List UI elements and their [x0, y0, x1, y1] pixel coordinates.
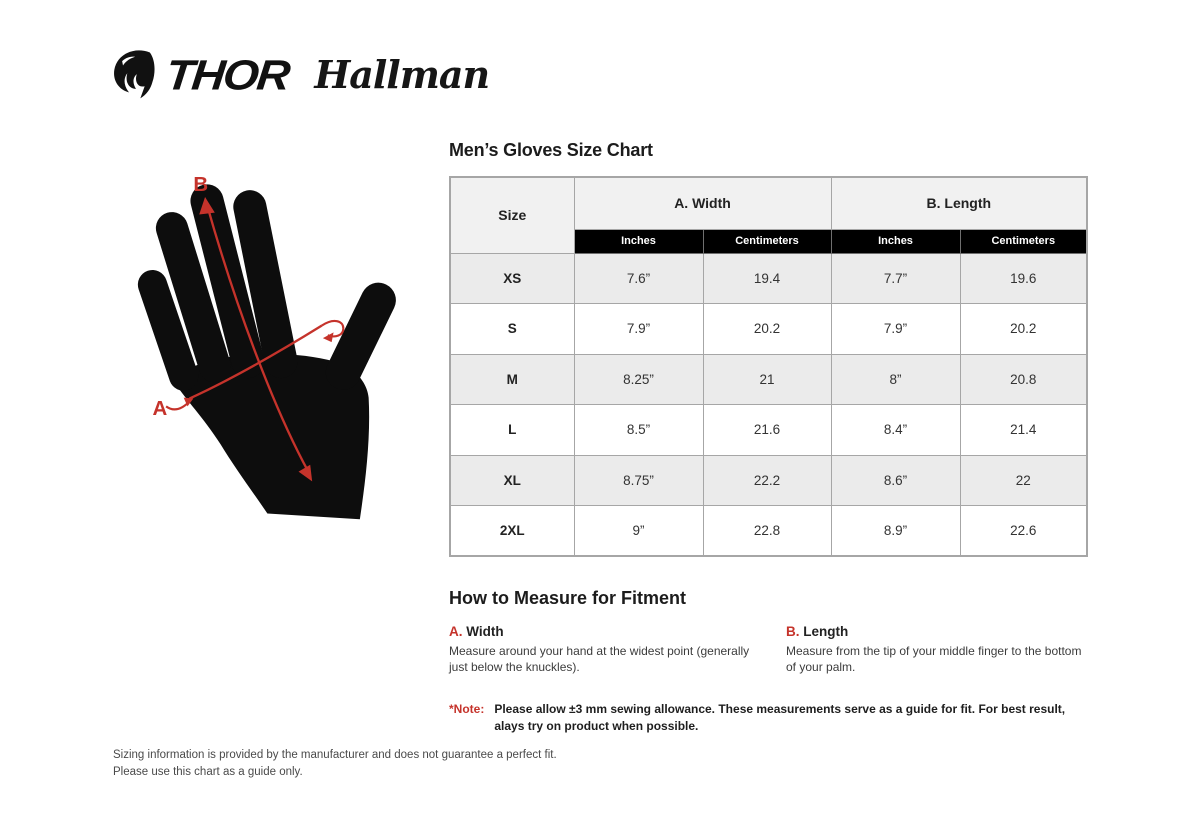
size-label: M: [450, 354, 574, 405]
width-inches-value: 7.9”: [574, 304, 703, 355]
hallman-wordmark: Hallman: [314, 52, 490, 97]
length-inches-value: 8”: [831, 354, 960, 405]
width-cm-value: 20.2: [703, 304, 831, 355]
subheader-length-inches: Inches: [831, 229, 960, 253]
size-label: 2XL: [450, 506, 574, 557]
measure-width-section: [449, 624, 765, 675]
size-label: XS: [450, 253, 574, 304]
brand-logos: [110, 48, 489, 102]
footer-line-2: Please use this chart as a guide only.: [113, 765, 303, 778]
length-cm-value: 21.4: [960, 405, 1087, 456]
length-cm-value: 20.8: [960, 354, 1087, 405]
footer-disclaimer: [113, 747, 557, 780]
width-inches-value: 8.75”: [574, 455, 703, 506]
table-row-s: [450, 304, 1087, 355]
measure-length-section: [786, 624, 1086, 675]
table-row-m: [450, 354, 1087, 405]
width-cm-value: 21.6: [703, 405, 831, 456]
diagram-label-a: A: [152, 397, 168, 421]
subheader-width-inches: Inches: [574, 229, 703, 253]
note-label: *Note:: [449, 702, 485, 716]
table-row-xl: [450, 455, 1087, 506]
width-cm-value: 22.8: [703, 506, 831, 557]
length-inches-value: 8.6”: [831, 455, 960, 506]
column-group-length: B. Length: [831, 177, 1087, 229]
footer-line-1: Sizing information is provided by the manufacturer and does not guarantee a perfect fit.: [113, 749, 557, 761]
width-inches-value: 8.5”: [574, 405, 703, 456]
length-cm-value: 22: [960, 455, 1087, 506]
size-chart-table: [449, 176, 1088, 557]
measure-length-title: [786, 624, 1086, 639]
width-inches-value: 7.6”: [574, 253, 703, 304]
width-inches-value: 8.25”: [574, 354, 703, 405]
howto-heading: How to Measure for Fitment: [449, 588, 687, 608]
measure-width-title: [449, 624, 765, 639]
table-row-l: [450, 405, 1087, 456]
subheader-length-centimeters: Centimeters: [960, 229, 1087, 253]
hand-measurement-diagram: [122, 160, 440, 530]
length-cm-value: 20.2: [960, 304, 1087, 355]
thor-wordmark: THOR: [163, 51, 291, 99]
width-inches-value: 9”: [574, 506, 703, 557]
table-row-xs: [450, 253, 1087, 304]
measure-length-description: Measure from the tip of your middle finger to the bottom of your palm.: [786, 644, 1082, 674]
note-text: Please allow ±3 mm sewing allowance. These measurements serve as a guide for fit. For best result, alays try on product when possible.: [494, 702, 1066, 733]
length-inches-value: 8.9”: [831, 506, 960, 557]
column-header-size: Size: [450, 177, 574, 253]
length-cm-value: 22.6: [960, 506, 1087, 557]
length-inches-value: 7.9”: [831, 304, 960, 355]
size-label: L: [450, 405, 574, 456]
diagram-label-b: B: [193, 173, 209, 197]
measure-width-word: Width: [466, 624, 504, 639]
length-inches-value: 8.4”: [831, 405, 960, 456]
width-cm-value: 21: [703, 354, 831, 405]
length-inches-value: 7.7”: [831, 253, 960, 304]
sizing-note: [449, 701, 1089, 735]
size-label: XL: [450, 455, 574, 506]
measure-width-description: Measure around your hand at the widest point (generally just below the knuckles).: [449, 644, 750, 674]
subheader-width-centimeters: Centimeters: [703, 229, 831, 253]
width-cm-value: 22.2: [703, 455, 831, 506]
size-label: S: [450, 304, 574, 355]
hallman-logo: [314, 52, 490, 97]
length-cm-value: 19.6: [960, 253, 1087, 304]
width-cm-value: 19.4: [703, 253, 831, 304]
measure-width-letter: A.: [449, 624, 463, 639]
hand-silhouette-illustration: [122, 160, 440, 530]
table-row-2xl: [450, 506, 1087, 557]
measure-length-letter: B.: [786, 624, 800, 639]
page-title: Men’s Gloves Size Chart: [449, 140, 653, 160]
column-group-width: A. Width: [574, 177, 831, 229]
thor-logo: [110, 48, 291, 102]
thor-goat-icon: [110, 48, 162, 102]
measure-length-word: Length: [803, 624, 849, 639]
